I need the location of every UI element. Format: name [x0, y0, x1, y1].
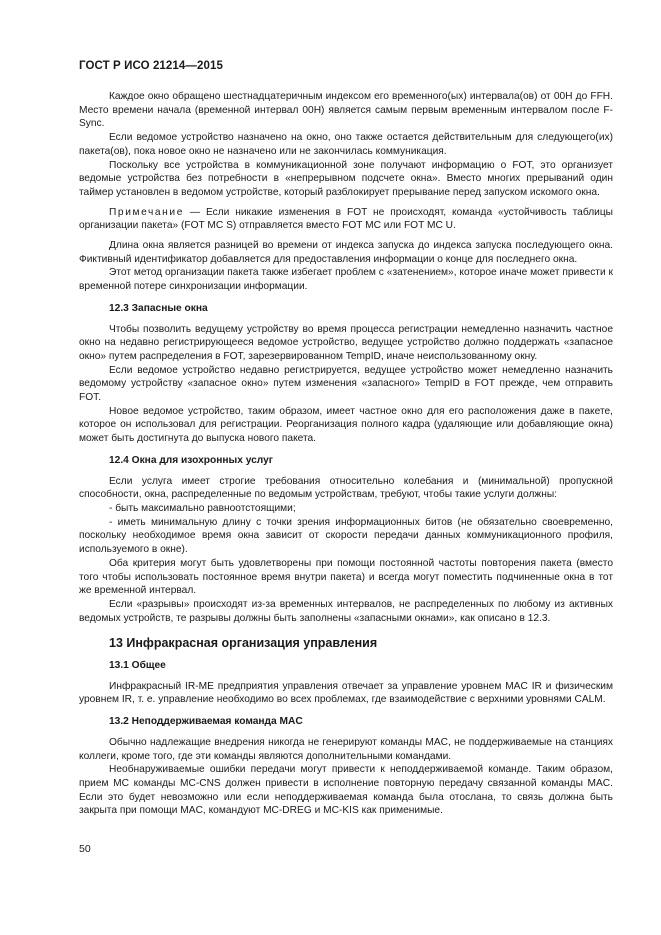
section-heading-12-4: 12.4 Окна для изохронных услуг: [109, 454, 274, 466]
section-heading-12-3: 12.3 Запасные окна: [109, 302, 208, 314]
paragraph: Необнаруживаемые ошибки передачи могут привести к неподдерживаемой команде. Таким образом, прием MC команды MC-CNS должен привести в исполнение повторную передачу связанной команды MAC. Если это будет невозможно или если неподдерживаемая команда была отослана, то связь должна быть закрыта при помощи MAC, командуют MC-DREG и MC-KIS как применимые.: [79, 764, 613, 817]
paragraph: Длина окна является разницей во времени от индекса запуска до индекса запуска последующего окна. Фиктивный идентификатор добавляется для предоставления информации о конце для последнего окна.: [79, 240, 613, 265]
paragraph: Обычно надлежащие внедрения никогда не генерируют команды MAC, не поддерживаемые на станциях коллеги, кроме того, где эти команды являются дополнительными командами.: [79, 736, 613, 762]
page-number: 50: [79, 843, 91, 855]
section-heading-13-1: 13.1 Общее: [109, 660, 166, 672]
list-item: - иметь минимальную длину с точки зрения информационных битов (не обязательно своевременно, поскольку необходимое время окна зависит от скорости передачи данных коммуникационного профиля, используемого в окне).: [79, 516, 613, 556]
document-body: [79, 90, 613, 818]
note-text: — Если никакие изменения в FOT не происходят, команда «устойчивость таблицы организации пакета» (FOT MC S) отправляется вместо FOT MC или FOT MC U.: [79, 206, 613, 232]
paragraph: Инфракрасный IR-ME предприятия управления отвечает за управление уровнем MAC IR и физическим уровнем IR, т. е. управление необходимо во всех проблемах, где взаимодействие с верхними уровнями CALM.: [79, 680, 613, 706]
document-header: ГОСТ Р ИСО 21214—2015: [79, 60, 224, 72]
section-heading-13-2: 13.2 Неподдерживаемая команда MAC: [109, 716, 303, 728]
paragraph: Если услуга имеет строгие требования относительно колебания и (минимальной) пропускной способности, окна, распределенные по ведомым устройствам, требуют, чтобы такие услуги должны:: [79, 475, 613, 501]
section-heading-13: 13 Инфракрасная организация управления: [109, 636, 378, 651]
paragraph: Если ведомое устройство назначено на окно, оно также остается действительным для следующего(их) пакета(ов), пока новое окно не назначено или не закончилась коммуникация.: [79, 132, 613, 157]
list-item: - быть максимально равноотстоящими;: [109, 502, 296, 514]
note-label: Примечание: [109, 206, 184, 218]
paragraph: Если «разрывы» происходят из-за временных интервалов, не распределенных по любому из активных ведомых устройств, те разрывы должны быть заполнены «запасными окнами», как описано в 12.3.: [79, 598, 613, 624]
paragraph: Чтобы позволить ведущему устройству во время процесса регистрации немедленно назначить частное окно на недавно регистрирующееся ведомое устройство, ведущее устройство должно поддержать «запасное окно» путем распределения в FOT, зарезервированном TempID, иначе неиспользованному окну.: [79, 323, 613, 362]
paragraph: Поскольку все устройства в коммуникационной зоне получают информацию о FOT, это организует ведомые устройства без потребности в «непрерывном подсчете окна». Вместо многих прерываний один таймер установлен в ведомом устройстве, который разблокирует прерывание перед запуском искомого окна.: [79, 159, 613, 198]
paragraph: Если ведомое устройство недавно регистрируется, ведущее устройство может немедленно назначить ведомому устройству «запасное окно» путем изменения «запасного» TempID в FOT прежде, чем отправить FOT.: [79, 364, 613, 404]
paragraph: Новое ведомое устройство, таким образом, имеет частное окно для его расположения даже в пакете, которое он использовал для регистрации. Реорганизация полного кадра (удаляющие или добавляющие окна) может быть достигнута до выпуска нового пакета.: [79, 405, 613, 445]
paragraph: Оба критерия могут быть удовлетворены при помощи постоянной частоты повторения пакета (вместо того чтобы использовать постоянное время внутри пакета) и всегда могут поместить подчиненные окна в тот же временной интервал.: [79, 557, 613, 597]
paragraph: Каждое окно обращено шестнадцатеричным индексом его временного(ых) интервала(ов) от 00H до FFH. Место времени начала (временной интервал 00H) является самым первым временным интервалом после F-Sync.: [79, 91, 613, 130]
note: [79, 206, 613, 233]
paragraph: Этот метод организации пакета также избегает проблем c «затенением», которое иначе может привести к временной потере синхронизации информации.: [79, 267, 613, 293]
